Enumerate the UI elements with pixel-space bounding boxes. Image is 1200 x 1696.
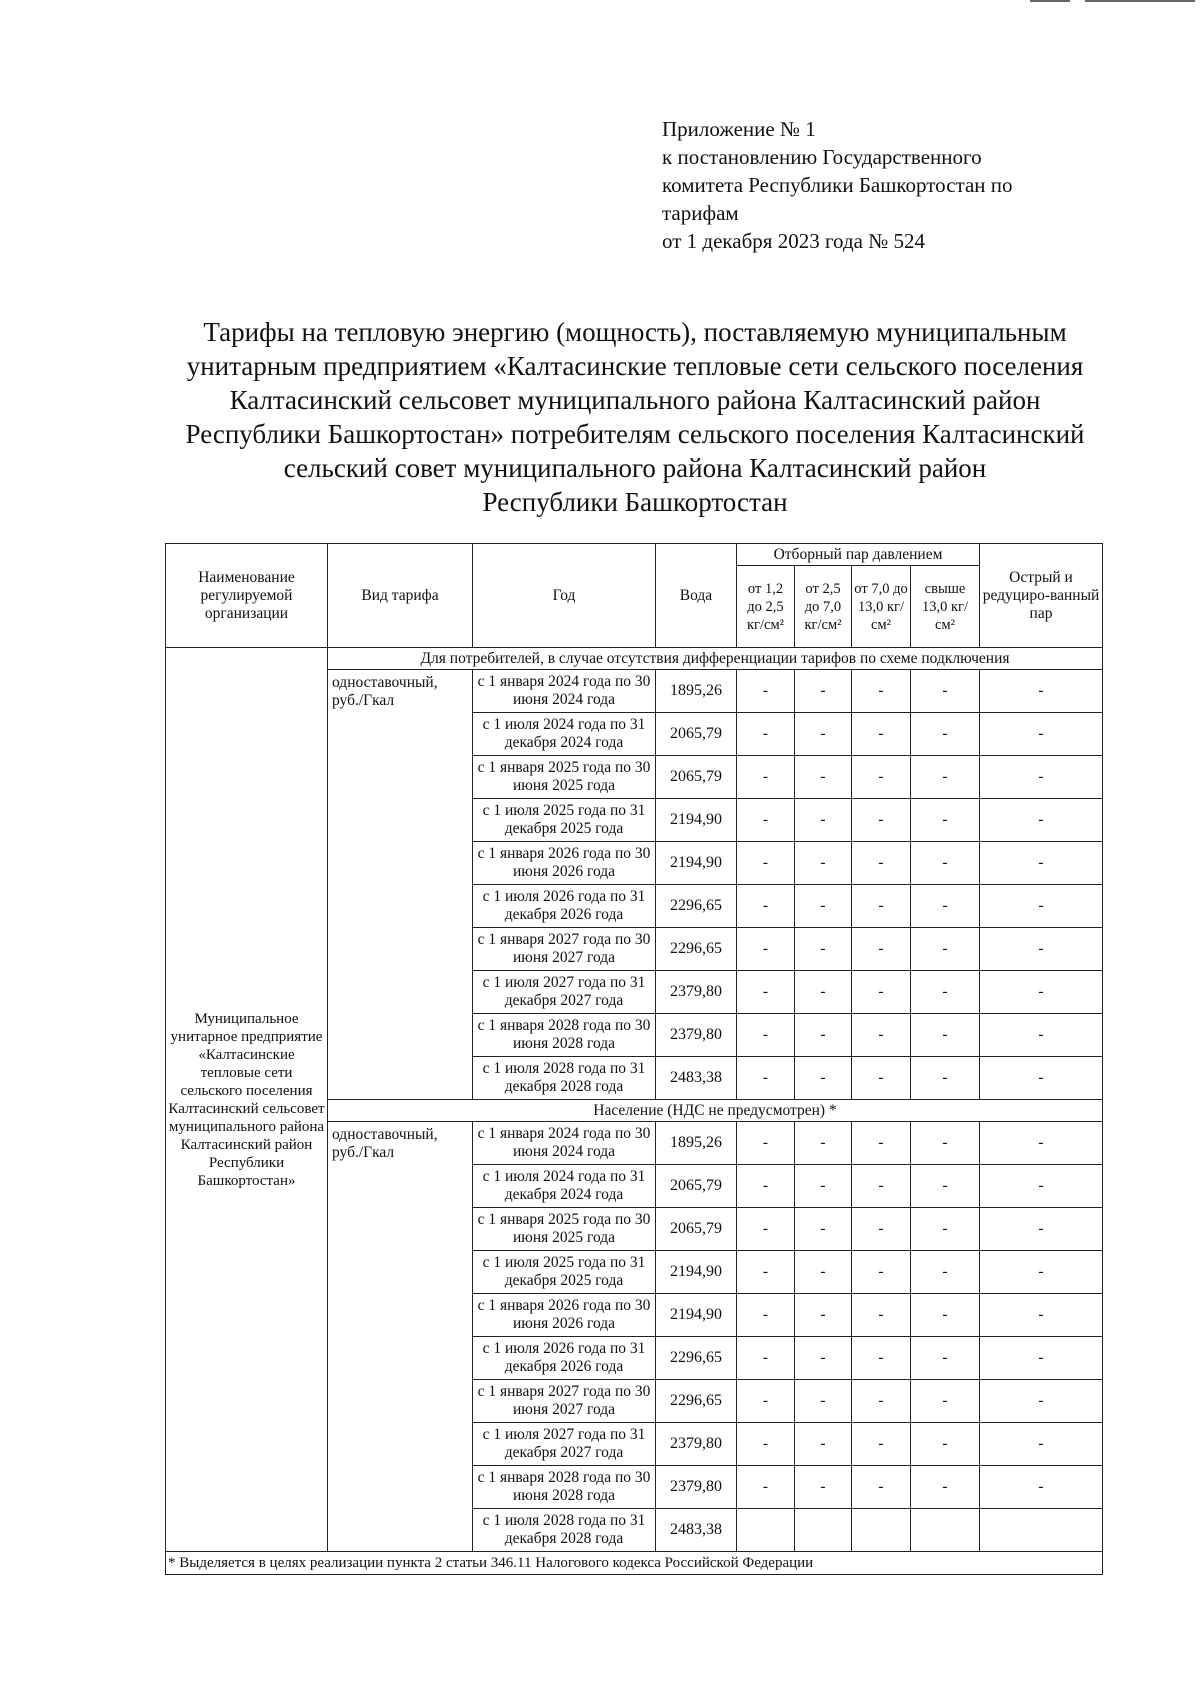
steam-1-cell: - bbox=[737, 1057, 795, 1100]
steam-2-cell: - bbox=[795, 670, 852, 713]
period-cell: с 1 июля 2027 года по 31 декабря 2027 года bbox=[473, 971, 656, 1014]
steam-1-cell: - bbox=[737, 1423, 795, 1466]
period-cell: с 1 июля 2026 года по 31 декабря 2026 года bbox=[473, 885, 656, 928]
sharp-steam-cell: - bbox=[980, 1337, 1103, 1380]
steam-3-cell: - bbox=[852, 1423, 911, 1466]
header-tariff-type: Вид тарифа bbox=[328, 544, 473, 648]
water-cell: 2296,65 bbox=[656, 1337, 737, 1380]
steam-2-cell: - bbox=[795, 1337, 852, 1380]
steam-4-cell: - bbox=[911, 799, 980, 842]
appendix-line: Приложение № 1 bbox=[662, 117, 816, 141]
water-cell: 2379,80 bbox=[656, 1466, 737, 1509]
sharp-steam-cell: - bbox=[980, 670, 1103, 713]
steam-2-cell: - bbox=[795, 1294, 852, 1337]
appendix-line: тарифам bbox=[662, 201, 739, 225]
steam-3-cell: - bbox=[852, 799, 911, 842]
title-line: Республики Башкортостан bbox=[482, 487, 788, 517]
sharp-steam-cell: - bbox=[980, 1380, 1103, 1423]
steam-1-cell: - bbox=[737, 971, 795, 1014]
steam-2-cell: - bbox=[795, 756, 852, 799]
period-cell: с 1 июля 2025 года по 31 декабря 2025 года bbox=[473, 1251, 656, 1294]
title-line: сельский совет муниципального района Калтасинский район bbox=[283, 453, 987, 483]
steam-3-cell bbox=[852, 1509, 911, 1552]
steam-2-cell: - bbox=[795, 1057, 852, 1100]
water-cell: 2065,79 bbox=[656, 713, 737, 756]
sharp-steam-cell: - bbox=[980, 1251, 1103, 1294]
water-cell: 2194,90 bbox=[656, 799, 737, 842]
sharp-steam-cell: - bbox=[980, 842, 1103, 885]
steam-3-cell: - bbox=[852, 1251, 911, 1294]
steam-2-cell: - bbox=[795, 928, 852, 971]
steam-2-cell: - bbox=[795, 885, 852, 928]
period-cell: с 1 января 2027 года по 30 июня 2027 года bbox=[473, 1380, 656, 1423]
steam-3-cell: - bbox=[852, 1337, 911, 1380]
title-line: Республики Башкортостан» потребителям сельского поселения Калтасинский bbox=[185, 419, 1085, 449]
steam-4-cell: - bbox=[911, 885, 980, 928]
steam-4-cell: - bbox=[911, 971, 980, 1014]
steam-3-cell: - bbox=[852, 842, 911, 885]
sharp-steam-cell: - bbox=[980, 1294, 1103, 1337]
period-cell: с 1 июля 2024 года по 31 декабря 2024 года bbox=[473, 713, 656, 756]
header-steam-group: Отборный пар давлением bbox=[737, 544, 980, 566]
steam-1-cell: - bbox=[737, 670, 795, 713]
water-cell: 2379,80 bbox=[656, 1423, 737, 1466]
title-line: Калтасинский сельсовет муниципального района Калтасинский район bbox=[229, 385, 1041, 415]
period-cell: с 1 июля 2024 года по 31 декабря 2024 года bbox=[473, 1165, 656, 1208]
steam-1-cell: - bbox=[737, 1122, 795, 1165]
steam-1-cell bbox=[737, 1509, 795, 1552]
period-cell: с 1 июля 2025 года по 31 декабря 2025 года bbox=[473, 799, 656, 842]
title-line: унитарным предприятием «Калтасинские тепловые сети сельского поселения bbox=[186, 351, 1084, 381]
steam-1-cell: - bbox=[737, 713, 795, 756]
steam-3-cell: - bbox=[852, 1165, 911, 1208]
sharp-steam-cell: - bbox=[980, 1057, 1103, 1100]
steam-4-cell: - bbox=[911, 928, 980, 971]
steam-1-cell: - bbox=[737, 799, 795, 842]
steam-1-cell: - bbox=[737, 1208, 795, 1251]
period-cell: с 1 июля 2027 года по 31 декабря 2027 года bbox=[473, 1423, 656, 1466]
water-cell: 2483,38 bbox=[656, 1509, 737, 1552]
appendix-line: от 1 декабря 2023 года № 524 bbox=[662, 229, 925, 253]
header-steam-2: от 2,5 до 7,0 кг/см² bbox=[795, 566, 852, 648]
steam-2-cell: - bbox=[795, 799, 852, 842]
steam-1-cell: - bbox=[737, 756, 795, 799]
water-cell: 2194,90 bbox=[656, 1251, 737, 1294]
steam-4-cell: - bbox=[911, 1165, 980, 1208]
water-cell: 2296,65 bbox=[656, 885, 737, 928]
steam-3-cell: - bbox=[852, 885, 911, 928]
sharp-steam-cell: - bbox=[980, 1165, 1103, 1208]
steam-2-cell: - bbox=[795, 1165, 852, 1208]
period-cell: с 1 июля 2028 года по 31 декабря 2028 года bbox=[473, 1509, 656, 1552]
sharp-steam-cell: - bbox=[980, 1208, 1103, 1251]
header-steam-3: от 7,0 до 13,0 кг/см² bbox=[852, 566, 911, 648]
footnote: * Выделяется в целях реализации пункта 2 статьи 346.11 Налогового кодекса Российской Федерации bbox=[166, 1552, 1103, 1575]
steam-2-cell: - bbox=[795, 1466, 852, 1509]
steam-4-cell: - bbox=[911, 1208, 980, 1251]
steam-2-cell: - bbox=[795, 842, 852, 885]
steam-1-cell: - bbox=[737, 1466, 795, 1509]
steam-1-cell: - bbox=[737, 1337, 795, 1380]
period-cell: с 1 января 2026 года по 30 июня 2026 года bbox=[473, 1294, 656, 1337]
steam-4-cell: - bbox=[911, 1014, 980, 1057]
water-cell: 2483,38 bbox=[656, 1057, 737, 1100]
sharp-steam-cell: - bbox=[980, 1122, 1103, 1165]
water-cell: 2065,79 bbox=[656, 756, 737, 799]
sharp-steam-cell: - bbox=[980, 971, 1103, 1014]
tariff-type: одноставочный, руб./Гкал bbox=[328, 670, 473, 1100]
steam-1-cell: - bbox=[737, 842, 795, 885]
period-cell: с 1 января 2025 года по 30 июня 2025 года bbox=[473, 756, 656, 799]
steam-1-cell: - bbox=[737, 1165, 795, 1208]
water-cell: 2379,80 bbox=[656, 1014, 737, 1057]
title-line: Тарифы на тепловую энергию (мощность), поставляемую муниципальным bbox=[203, 317, 1067, 347]
document-title bbox=[150, 315, 1120, 519]
period-cell: с 1 января 2027 года по 30 июня 2027 года bbox=[473, 928, 656, 971]
steam-2-cell: - bbox=[795, 1122, 852, 1165]
header-org: Наименование регулируемой организации bbox=[166, 544, 328, 648]
section-title: Для потребителей, в случае отсутствия дифференциации тарифов по схеме подключения bbox=[328, 648, 1103, 670]
steam-3-cell: - bbox=[852, 971, 911, 1014]
water-cell: 2065,79 bbox=[656, 1208, 737, 1251]
steam-3-cell: - bbox=[852, 1294, 911, 1337]
steam-1-cell: - bbox=[737, 885, 795, 928]
steam-4-cell: - bbox=[911, 1057, 980, 1100]
steam-3-cell: - bbox=[852, 756, 911, 799]
steam-3-cell: - bbox=[852, 1208, 911, 1251]
sharp-steam-cell: - bbox=[980, 1423, 1103, 1466]
appendix-line: к постановлению Государственного bbox=[662, 145, 982, 169]
steam-1-cell: - bbox=[737, 928, 795, 971]
steam-3-cell: - bbox=[852, 928, 911, 971]
steam-3-cell: - bbox=[852, 1466, 911, 1509]
footnote-row bbox=[166, 1552, 1103, 1575]
steam-2-cell: - bbox=[795, 713, 852, 756]
steam-1-cell: - bbox=[737, 1014, 795, 1057]
sharp-steam-cell: - bbox=[980, 799, 1103, 842]
period-cell: с 1 января 2026 года по 30 июня 2026 года bbox=[473, 842, 656, 885]
steam-4-cell: - bbox=[911, 713, 980, 756]
steam-2-cell: - bbox=[795, 1208, 852, 1251]
steam-4-cell: - bbox=[911, 1294, 980, 1337]
tariff-type: одноставочный, руб./Гкал bbox=[328, 1122, 473, 1552]
steam-1-cell: - bbox=[737, 1294, 795, 1337]
steam-2-cell: - bbox=[795, 1423, 852, 1466]
header-steam-4: свыше 13,0 кг/см² bbox=[911, 566, 980, 648]
steam-2-cell: - bbox=[795, 1014, 852, 1057]
steam-4-cell: - bbox=[911, 1423, 980, 1466]
tariff-table bbox=[165, 543, 1103, 1575]
header-year: Год bbox=[473, 544, 656, 648]
steam-4-cell: - bbox=[911, 842, 980, 885]
period-cell: с 1 января 2028 года по 30 июня 2028 года bbox=[473, 1466, 656, 1509]
appendix-reference bbox=[662, 115, 1102, 255]
header-steam-1: от 1,2 до 2,5 кг/см² bbox=[737, 566, 795, 648]
steam-1-cell: - bbox=[737, 1380, 795, 1423]
water-cell: 2194,90 bbox=[656, 842, 737, 885]
steam-3-cell: - bbox=[852, 670, 911, 713]
header-sharp-steam: Острый и редуциро-ванный пар bbox=[980, 544, 1103, 648]
water-cell: 2379,80 bbox=[656, 971, 737, 1014]
steam-2-cell bbox=[795, 1509, 852, 1552]
sharp-steam-cell: - bbox=[980, 885, 1103, 928]
steam-4-cell bbox=[911, 1509, 980, 1552]
steam-3-cell: - bbox=[852, 1380, 911, 1423]
steam-4-cell: - bbox=[911, 1251, 980, 1294]
steam-4-cell: - bbox=[911, 756, 980, 799]
steam-1-cell: - bbox=[737, 1251, 795, 1294]
period-cell: с 1 января 2025 года по 30 июня 2025 года bbox=[473, 1208, 656, 1251]
appendix-line: комитета Республики Башкортостан по bbox=[662, 173, 1013, 197]
header-row bbox=[166, 544, 1103, 566]
period-cell: с 1 июля 2026 года по 31 декабря 2026 года bbox=[473, 1337, 656, 1380]
header-water: Вода bbox=[656, 544, 737, 648]
steam-2-cell: - bbox=[795, 1380, 852, 1423]
section-row bbox=[166, 648, 1103, 670]
water-cell: 2296,65 bbox=[656, 1380, 737, 1423]
steam-3-cell: - bbox=[852, 713, 911, 756]
water-cell: 1895,26 bbox=[656, 670, 737, 713]
sharp-steam-cell: - bbox=[980, 1466, 1103, 1509]
scan-edge-mark bbox=[1010, 0, 1200, 4]
steam-3-cell: - bbox=[852, 1057, 911, 1100]
period-cell: с 1 июля 2028 года по 31 декабря 2028 года bbox=[473, 1057, 656, 1100]
steam-4-cell: - bbox=[911, 1380, 980, 1423]
period-cell: с 1 января 2024 года по 30 июня 2024 года bbox=[473, 1122, 656, 1165]
steam-2-cell: - bbox=[795, 971, 852, 1014]
section-title: Население (НДС не предусмотрен) * bbox=[328, 1100, 1103, 1122]
organization-name: Муниципальное унитарное предприятие «Калтасинские тепловые сети сельского поселения Калтасинский сельсовет муниципального района Калтасинский район Республики Башкортостан» bbox=[166, 648, 328, 1552]
steam-4-cell: - bbox=[911, 1466, 980, 1509]
sharp-steam-cell: - bbox=[980, 713, 1103, 756]
water-cell: 2065,79 bbox=[656, 1165, 737, 1208]
water-cell: 2296,65 bbox=[656, 928, 737, 971]
water-cell: 2194,90 bbox=[656, 1294, 737, 1337]
water-cell: 1895,26 bbox=[656, 1122, 737, 1165]
period-cell: с 1 января 2024 года по 30 июня 2024 года bbox=[473, 670, 656, 713]
sharp-steam-cell: - bbox=[980, 1014, 1103, 1057]
steam-4-cell: - bbox=[911, 1337, 980, 1380]
steam-4-cell: - bbox=[911, 670, 980, 713]
steam-3-cell: - bbox=[852, 1122, 911, 1165]
sharp-steam-cell: - bbox=[980, 928, 1103, 971]
steam-4-cell: - bbox=[911, 1122, 980, 1165]
sharp-steam-cell: - bbox=[980, 756, 1103, 799]
steam-2-cell: - bbox=[795, 1251, 852, 1294]
period-cell: с 1 января 2028 года по 30 июня 2028 года bbox=[473, 1014, 656, 1057]
steam-3-cell: - bbox=[852, 1014, 911, 1057]
sharp-steam-cell bbox=[980, 1509, 1103, 1552]
